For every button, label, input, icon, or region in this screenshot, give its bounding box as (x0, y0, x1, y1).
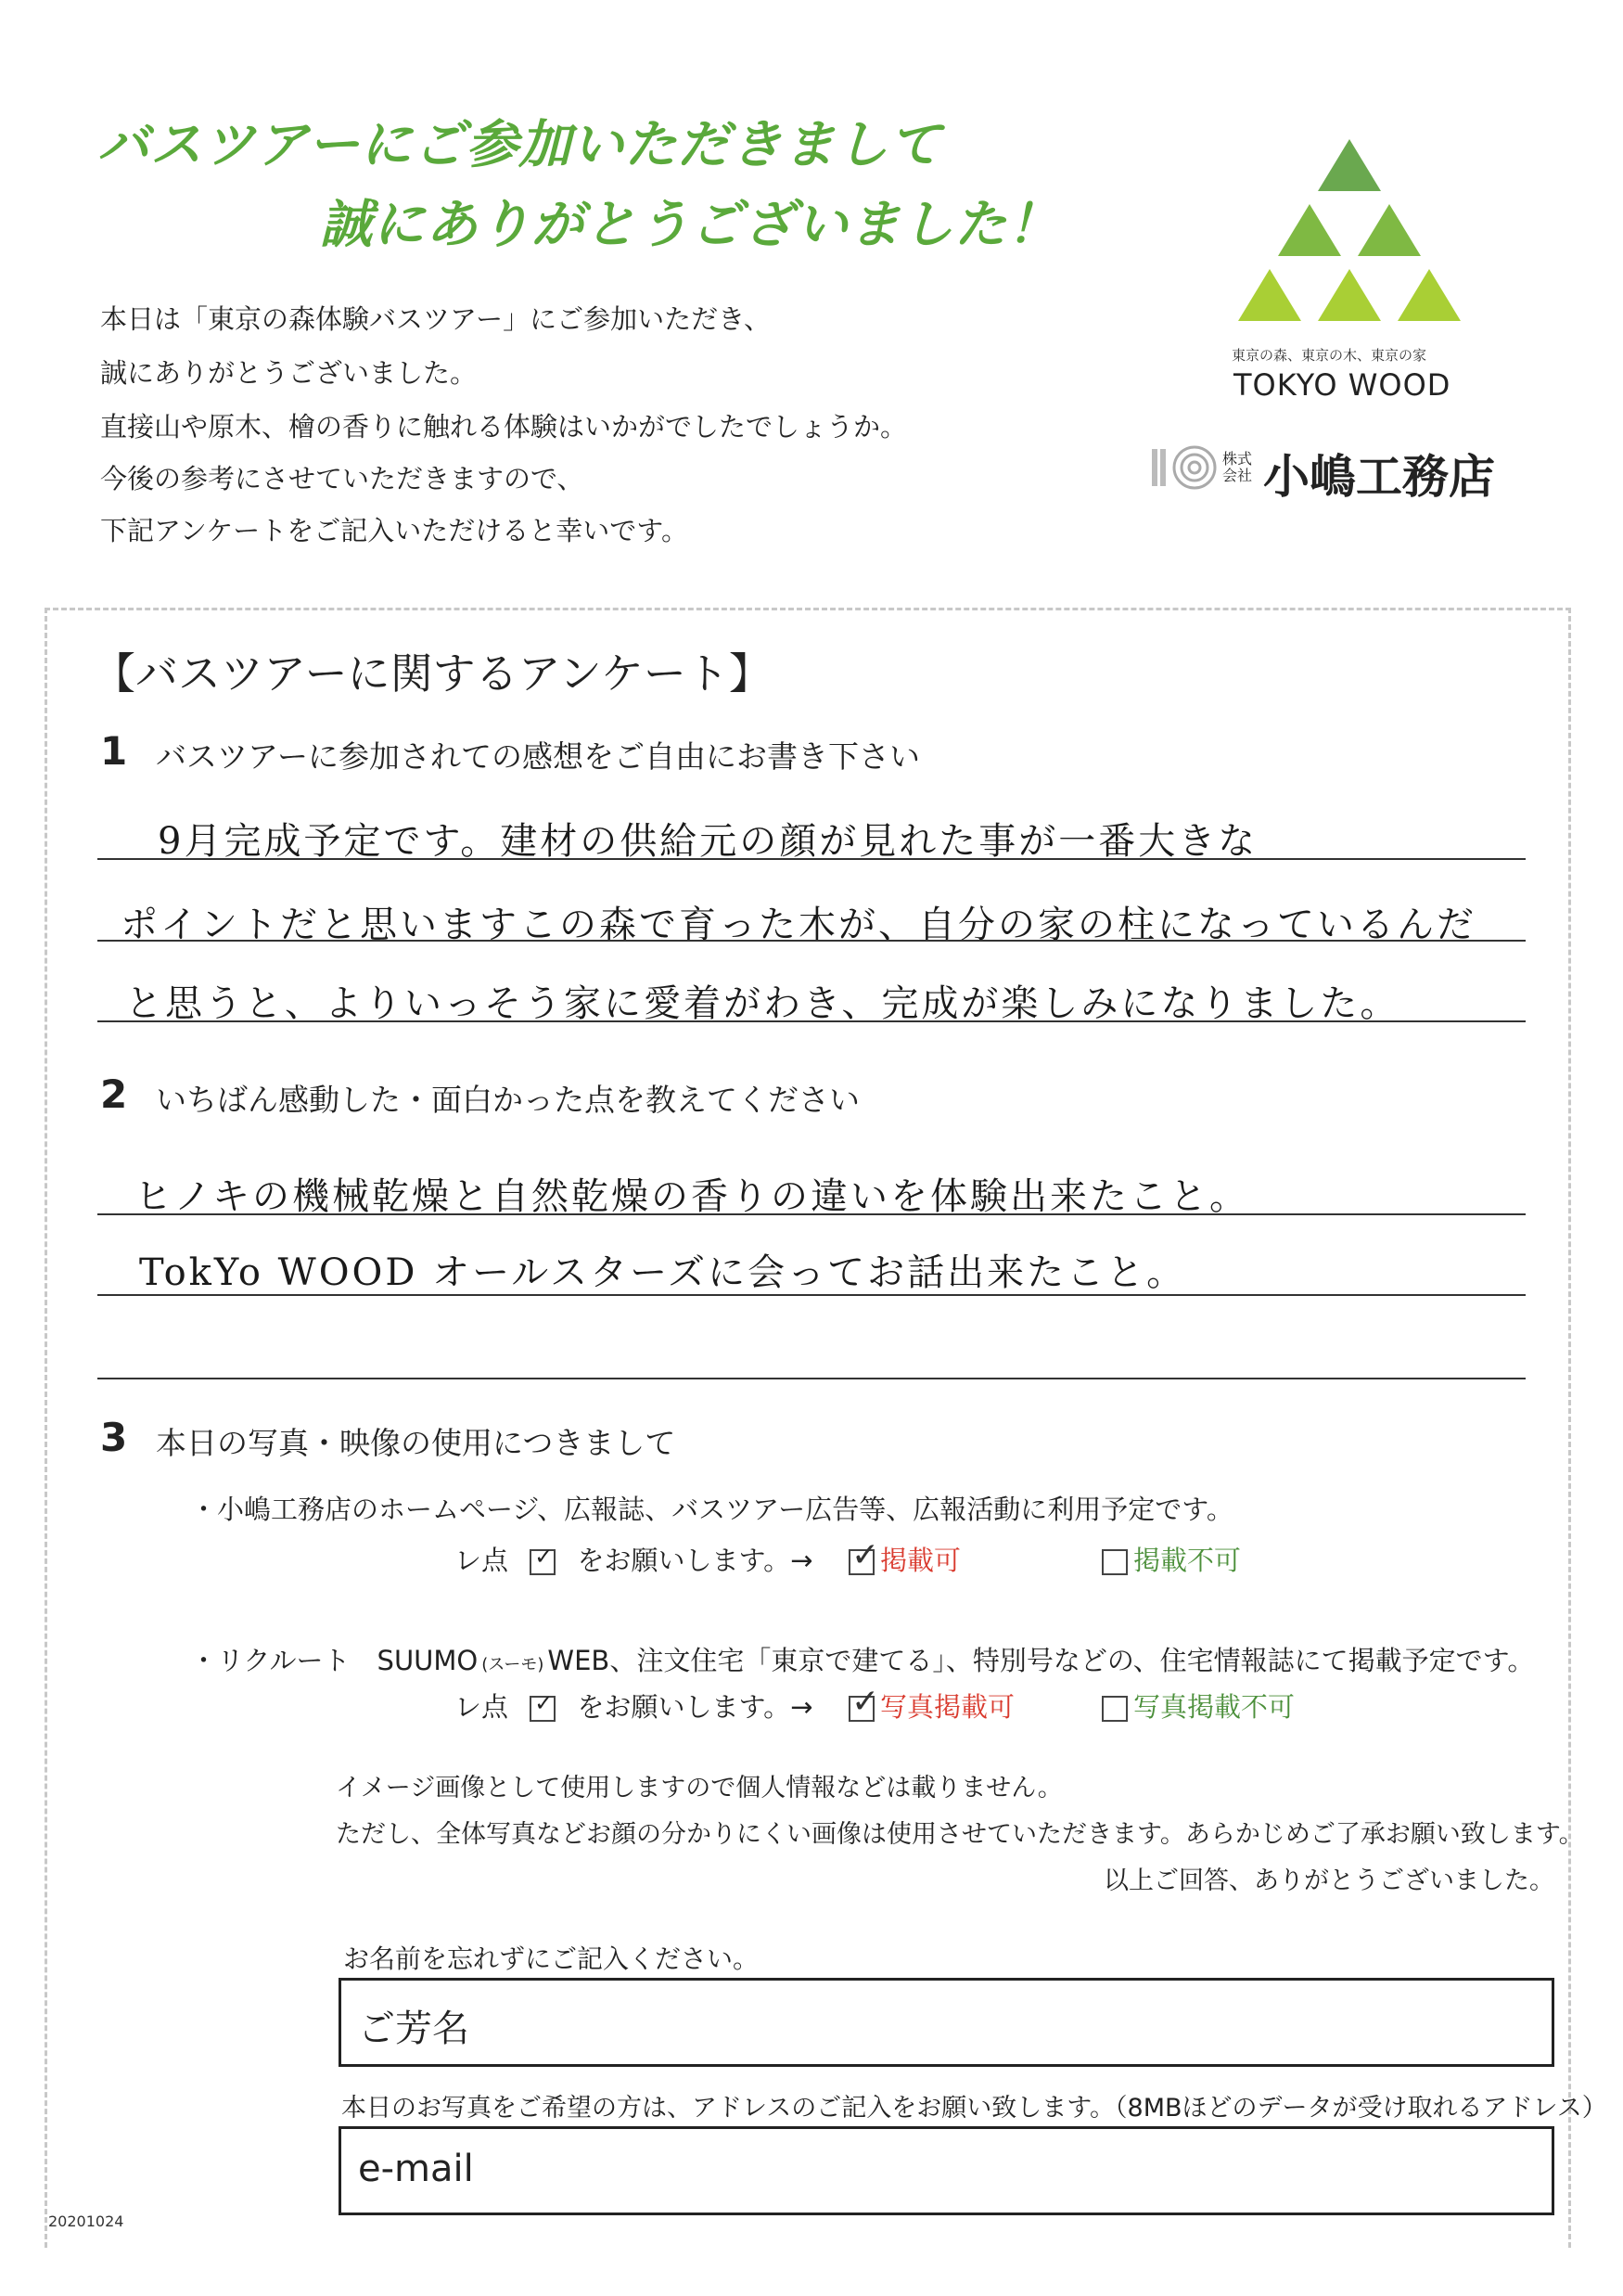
headline-line-1: バスツアーにご参加いただきまして (97, 115, 942, 175)
intro-line: 本日は「東京の森体験バスツアー」にご参加いただき、 (100, 303, 771, 335)
checkbox-icon[interactable] (1102, 1696, 1128, 1722)
intro-line: 下記アンケートをご記入いただけると幸いです。 (100, 515, 688, 546)
q3-number: 3 (100, 1415, 128, 1460)
desc-rest: WEB、注文住宅「東京で建てる」、特別号などの、住宅情報誌にて掲載予定です。 (547, 1645, 1535, 1676)
q1-text: バスツアーに参加されての感想をご自由にお書き下さい (156, 738, 921, 775)
intro-line: 直接山や原木、檜の香りに触れる体験はいかがでしたでしょうか。 (100, 411, 908, 443)
logo-tagline: 東京の森、東京の木、東京の家 (1232, 347, 1427, 364)
checkbox-checked-icon[interactable]: ✓ (849, 1696, 875, 1722)
usage-note: イメージ画像として使用しますので個人情報などは載りません。 (336, 1774, 1063, 1802)
email-field-placeholder: e-mail (358, 2148, 474, 2190)
name-field-label: お名前を忘れずにご記入ください。 (343, 1943, 760, 1974)
instruction-post: をお願いします。→ (577, 1545, 813, 1576)
checkbox-icon[interactable] (1102, 1549, 1128, 1575)
answer-rule (97, 1378, 1526, 1379)
thanks-text: 以上ご回答、ありがとうございました。 (1104, 1866, 1554, 1895)
footer-code: 20201024 (48, 2213, 124, 2230)
desc-small: (スーモ) (481, 1655, 544, 1674)
q3-item2-option-yes[interactable] (849, 1683, 1016, 1725)
logo-brand: TOKYO WOOD (1233, 367, 1451, 403)
q2-answer-line[interactable]: ヒノキの機械乾燥と自然乾燥の香りの違いを体験出来たこと。 (134, 1175, 1249, 1218)
answer-rule (97, 1020, 1526, 1022)
company-prefix: 株式会社 (1222, 450, 1253, 484)
q3-item1-option-no[interactable] (1102, 1540, 1241, 1578)
checkbox-checked-icon[interactable]: ✓ (849, 1549, 875, 1575)
name-field-placeholder: ご芳名 (358, 2007, 469, 2050)
checkmark-example-icon: ✓ (530, 1545, 556, 1576)
name-field[interactable] (339, 1978, 1554, 2067)
option-label: 写真掲載可 (880, 1691, 1016, 1723)
instruction-post: をお願いします。→ (577, 1691, 813, 1723)
headline-line-2: 誠にありがとうございました！ (320, 195, 1060, 255)
usage-note: ただし、全体写真などお顔の分かりにくい画像は使用させていただきます。あらかじめご了承お願い致します。 (336, 1820, 1584, 1849)
instruction-pre: レ点 (454, 1545, 509, 1576)
option-label: 写真掲載不可 (1133, 1691, 1296, 1723)
email-field[interactable] (339, 2126, 1554, 2215)
answer-rule (97, 858, 1526, 860)
q3-item1-option-yes[interactable] (849, 1536, 962, 1578)
option-label: 掲載不可 (1133, 1545, 1242, 1576)
intro-line: 誠にありがとうございました。 (100, 357, 478, 389)
q3-item2-desc (190, 1640, 1534, 1678)
option-label: 掲載可 (880, 1545, 962, 1576)
q3-item1-instruction (454, 1540, 812, 1578)
company-mark-icon (1150, 443, 1217, 492)
q3-text: 本日の写真・映像の使用につきまして (156, 1425, 676, 1461)
q1-answer-line[interactable]: ポイントだと思いますこの森で育った木が、自分の家の柱になっているんだ (121, 904, 1476, 946)
q3-item1-desc: ・小嶋工務店のホームページ、広報誌、バスツアー広告等、広報活動に利用予定です。 (190, 1494, 1233, 1525)
q3-item2-instruction (454, 1687, 812, 1725)
desc-part: ・リクルート SUUMO (190, 1645, 479, 1676)
instruction-pre: レ点 (454, 1691, 509, 1723)
company-name: 小嶋工務店 (1263, 450, 1495, 504)
q1-number: 1 (100, 728, 128, 774)
answer-rule (97, 940, 1526, 942)
q2-text: いちばん感動した・面白かった点を教えてください (156, 1082, 860, 1118)
answer-rule (97, 1294, 1526, 1296)
checkmark-example-icon: ✓ (530, 1691, 556, 1723)
answer-rule (97, 1213, 1526, 1215)
q2-number: 2 (100, 1071, 128, 1117)
email-field-label: 本日のお写真をご希望の方は、アドレスのご記入をお願い致します。（8MBほどのデータが受け取れるアドレス） (341, 2094, 1607, 2123)
q2-answer-line[interactable]: TokYo WOOD オールスターズに会ってお話出来たこと。 (139, 1251, 1187, 1294)
q3-item2-option-no[interactable] (1102, 1687, 1295, 1725)
tokyo-wood-triangles-logo (1215, 139, 1484, 334)
q1-answer-line[interactable]: 9月完成予定です。建材の供給元の顔が見れた事が一番大きな (158, 820, 1259, 863)
q1-answer-line[interactable]: と思うと、よりいっそう家に愛着がわき、完成が楽しみになりました。 (125, 982, 1400, 1025)
survey-title: 【バスツアーに関するアンケート】 (93, 648, 772, 699)
intro-line: 今後の参考にさせていただきますので、 (100, 463, 584, 494)
